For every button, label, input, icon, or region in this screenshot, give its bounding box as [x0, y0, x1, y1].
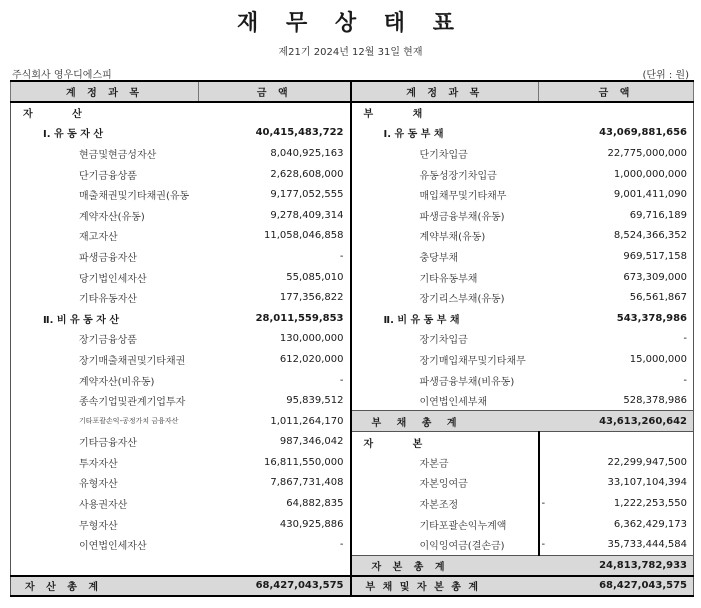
liability-item-value: 9,001,411,090	[539, 184, 694, 205]
asset-item-value: 55,085,010	[199, 267, 351, 288]
liability-item-label: 파생금융부채(유동)	[419, 211, 505, 223]
total-assets-value: 68,427,043,575	[199, 576, 351, 597]
asset-item-value: 130,000,000	[199, 329, 351, 350]
equity-item-value: 33,107,104,394	[539, 473, 694, 494]
grand-total-row	[11, 576, 694, 597]
table-row	[11, 287, 694, 308]
asset-item-label: 당기법인세자산	[11, 267, 199, 288]
table-row	[11, 226, 694, 247]
asset-item-label: 투자자산	[11, 452, 199, 473]
equity-item-label: 자본조정	[351, 493, 539, 514]
liability-item-value: 15,000,000	[539, 349, 694, 370]
liability-item-label: 단기차입금	[419, 149, 468, 161]
equity-item-value: - 35,733,444,584	[539, 534, 694, 555]
asset-item-label: 이연법인세자산	[11, 534, 199, 555]
asset-item-label: 파생금융자산	[11, 246, 199, 267]
total-liab-equity-label: 부 채 및 자 본 총 계	[351, 576, 539, 597]
asset-item-label: 장기금융상품	[11, 329, 199, 350]
liability-item-label: 장기매입채무및기타채무	[419, 355, 526, 367]
table-row	[11, 246, 694, 267]
asset-item-label: 기타금융자산	[11, 432, 199, 453]
liability-item-label: 기타유동부채	[419, 273, 478, 285]
current-liabilities-total: 43,069,881,656	[539, 123, 694, 144]
liability-item-label: 계약부채(유동)	[419, 232, 486, 244]
header-assets-account: 계 정 과 목	[11, 81, 199, 102]
table-row	[11, 349, 694, 370]
total-liab-equity-value: 68,427,043,575	[539, 576, 694, 597]
table-row	[11, 329, 694, 350]
asset-item-value: 7,867,731,408	[199, 473, 351, 494]
liability-item-label: 매입채무및기타채무	[419, 191, 507, 203]
total-equity-value: 24,813,782,933	[539, 555, 694, 576]
statement-title: 재 무 상 태 표	[237, 11, 464, 36]
header-assets-amount: 금 액	[199, 81, 351, 102]
liability-item-label: 유동성장기차입금	[419, 170, 497, 182]
company-name: 주식회사 영우디에스피	[12, 70, 112, 81]
table-row	[11, 370, 694, 391]
asset-item-value: 64,882,835	[199, 493, 351, 514]
total-liabilities-value: 43,613,260,642	[539, 411, 694, 432]
liability-item-value: 673,309,000	[539, 267, 694, 288]
noncurrent-assets-total: 28,011,559,853	[199, 308, 351, 329]
balance-sheet-table	[10, 80, 694, 597]
equity-section-label: 자 본	[351, 432, 539, 453]
total-equity-label: 자 본 총 계	[351, 555, 539, 576]
current-assets-total: 40,415,483,722	[199, 123, 351, 144]
current-assets-label: Ⅰ. 유 동 자 산	[11, 123, 199, 144]
liability-item-value: 56,561,867	[539, 287, 694, 308]
asset-item-label: 재고자산	[11, 226, 199, 247]
table-row	[11, 123, 694, 144]
total-assets-label: 자 산 총 계	[11, 576, 199, 597]
asset-item-value: 9,177,052,555	[199, 184, 351, 205]
header-liab-amount: 금 액	[539, 81, 694, 102]
table-row	[11, 102, 694, 123]
asset-item-value: 16,811,550,000	[199, 452, 351, 473]
asset-item-label: 단기금융상품	[11, 164, 199, 185]
asset-item-label: 장기매출채권및기타채권	[11, 349, 199, 370]
liability-item-value: 528,378,986	[539, 390, 694, 411]
noncurrent-liabilities-label: Ⅱ. 비 유 동 부 채	[383, 314, 460, 326]
asset-item-label: 매출채권및기타채권(유동	[11, 184, 199, 205]
table-row	[11, 411, 694, 432]
asset-item-value: 1,011,264,170	[199, 411, 351, 432]
asset-item-label: 종속기업및관계기업투자	[11, 390, 199, 411]
equity-item-label: 자본금	[351, 452, 539, 473]
current-liabilities-label: Ⅰ. 유 동 부 채	[383, 129, 444, 141]
liability-item-value: -	[539, 329, 694, 350]
equity-item-value: - 1,222,253,550	[539, 493, 694, 514]
liabilities-section-label: 부 채	[363, 109, 441, 121]
liability-item-label: 이연법인세부채	[419, 396, 488, 408]
table-row	[11, 267, 694, 288]
equity-item-value: 22,299,947,500	[539, 452, 694, 473]
asset-item-label: 유형자산	[11, 473, 199, 494]
assets-section-label: 자 산	[11, 102, 199, 123]
table-row	[11, 164, 694, 185]
asset-item-label: 무형자산	[11, 514, 199, 535]
unit-label: (단위 : 원)	[642, 70, 689, 81]
table-row	[11, 184, 694, 205]
table-row	[11, 432, 694, 453]
table-row	[11, 205, 694, 226]
asset-item-value: 2,628,608,000	[199, 164, 351, 185]
equity-item-label: 이익잉여금(결손금)	[351, 534, 539, 555]
asset-item-value: 11,058,046,858	[199, 226, 351, 247]
liability-item-label: 충당부채	[419, 252, 459, 264]
asset-item-value: 987,346,042	[199, 432, 351, 453]
asset-item-label: 현금및현금성자산	[11, 143, 199, 164]
table-row	[11, 514, 694, 535]
asset-item-value: 9,278,409,314	[199, 205, 351, 226]
noncurrent-assets-label: Ⅱ. 비 유 동 자 산	[11, 308, 199, 329]
liability-item-label: 파생금융부채(비유동)	[419, 376, 515, 388]
table-row	[11, 452, 694, 473]
table-row	[11, 308, 694, 329]
liability-item-value: 8,524,366,352	[539, 226, 694, 247]
liability-item-value: 1,000,000,000	[539, 164, 694, 185]
asset-item-label: 계약자산(비유동)	[11, 370, 199, 391]
table-row	[11, 534, 694, 555]
asset-item-label: 기타포괄손익-공정가치 금융자산	[11, 411, 199, 432]
table-row	[11, 555, 694, 576]
equity-item-label: 자본잉여금	[351, 473, 539, 494]
table-row	[11, 143, 694, 164]
equity-item-label: 기타포괄손익누계액	[351, 514, 539, 535]
table-row	[11, 493, 694, 514]
liability-item-value: 69,716,189	[539, 205, 694, 226]
table-row	[11, 473, 694, 494]
liability-item-value: 969,517,158	[539, 246, 694, 267]
total-liabilities-label: 부 채 총 계	[351, 411, 539, 432]
asset-item-value: -	[199, 246, 351, 267]
liability-item-label: 장기리스부채(유동)	[419, 294, 505, 306]
statement-period: 제21기 2024년 12월 31일 현재	[278, 47, 423, 58]
asset-item-value: -	[199, 370, 351, 391]
asset-item-label: 기타유동자산	[11, 287, 199, 308]
asset-item-value: 430,925,886	[199, 514, 351, 535]
header-liab-account: 계 정 과 목	[351, 81, 539, 102]
liability-item-value: -	[539, 370, 694, 391]
asset-item-value: 95,839,512	[199, 390, 351, 411]
table-row	[11, 390, 694, 411]
asset-item-value: 612,020,000	[199, 349, 351, 370]
liability-item-label: 장기차입금	[419, 335, 468, 347]
table-header-row	[11, 81, 694, 102]
asset-item-value: 177,356,822	[199, 287, 351, 308]
asset-item-value: 8,040,925,163	[199, 143, 351, 164]
noncurrent-liabilities-total: 543,378,986	[539, 308, 694, 329]
asset-item-value: -	[199, 534, 351, 555]
equity-item-value: 6,362,429,173	[539, 514, 694, 535]
asset-item-label: 사용권자산	[11, 493, 199, 514]
liability-item-value: 22,775,000,000	[539, 143, 694, 164]
asset-item-label: 계약자산(유동)	[11, 205, 199, 226]
